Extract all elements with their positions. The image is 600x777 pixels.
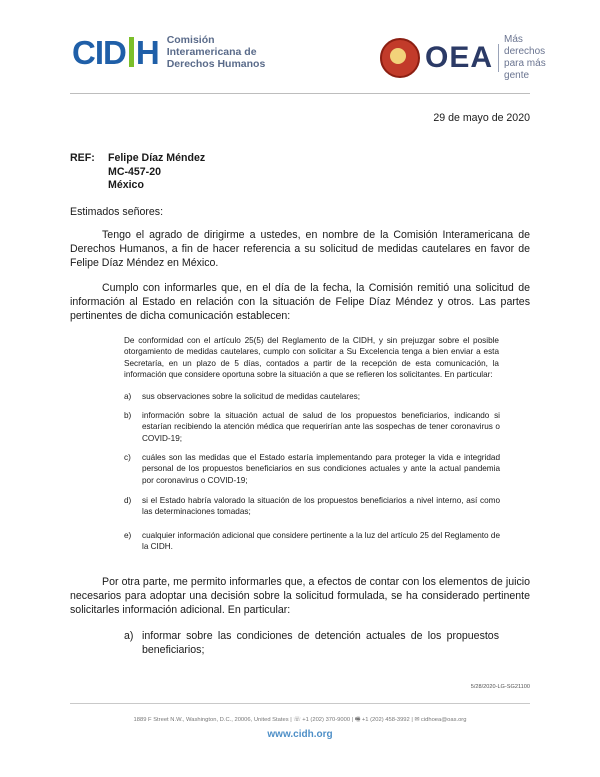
document-reference-code: 5/28/2020-LG-SG21100 — [470, 684, 530, 690]
quote-item-d — [124, 495, 500, 518]
ref-line-country: México — [108, 179, 144, 191]
quote-item-label: b) — [124, 411, 132, 420]
quote-item-text: cuáles son las medidas que el Estado estaría implementando para proteger la vida e integridad personal de los propuestos beneficiarios en sus condiciones actuales y ante la actual pandemia por coronavirus o COVID-19; — [142, 453, 500, 485]
oea-acronym: OEA — [425, 41, 494, 74]
quote-item-text: sus observaciones sobre la solicitud de medidas cautelares; — [142, 392, 360, 401]
footer-address: 1889 F Street N.W., Washington, D.C., 20006, United States | ☏ +1 (202) 370-9000 | 🖷 +1 (202) 458-3992 | ✉ cidhoea@oas.org — [133, 717, 467, 723]
quote-item-c — [124, 452, 500, 486]
quote-item-label: a) — [124, 392, 132, 401]
oea-slogan-line-1: Más derechos — [504, 34, 546, 57]
quote-item-a — [124, 391, 500, 402]
oea-seal-icon — [380, 38, 420, 78]
quote-item-b — [124, 410, 500, 444]
letter-date: 29 de mayo de 2020 — [433, 112, 530, 124]
cidh-name-line-1: Comisión — [166, 34, 215, 46]
cidh-name-line-3: Derechos Humanos — [166, 58, 266, 70]
quote-item-label: e) — [124, 531, 132, 540]
footer-website-link[interactable]: www.cidh.org — [267, 729, 333, 740]
footer-divider — [70, 703, 530, 704]
reference-block — [70, 151, 205, 192]
cidh-name-line-2: Interamericana de — [166, 46, 257, 58]
cidh-acronym-right: H — [135, 33, 159, 71]
quote-item-text: si el Estado habría valorado la situación de los propuestos beneficiarios a nivel interno, así como las determinaciones tomadas; — [142, 496, 500, 517]
quote-item-e — [124, 530, 500, 553]
paragraph-1 — [70, 228, 530, 271]
ref-lines — [108, 151, 205, 192]
salutation: Estimados señores: — [70, 206, 164, 218]
cidh-full-name — [167, 34, 266, 70]
paragraph-3 — [70, 575, 530, 618]
request-item-label: a) — [124, 630, 134, 642]
oea-logo — [380, 34, 564, 82]
quote-intro: De conformidad con el artículo 25(5) del Reglamento de la CIDH, y sin prejuzgar sobre el posible otorgamiento de medidas cautelares, cumplo con solicitar a Su Excelencia tenga a bien enviar a esta Secretaría, en un plazo de 5 días, contados a partir de la recepción de esta comunicación, la información que considere oportuna sobre la situación a que se refieren los solicitantes. En particular: — [124, 336, 499, 379]
paragraph-3-text: Por otra parte, me permito informarles que, a efectos de contar con los elementos de juicio necesarios para adoptar una decisión sobre la solicitud formulada, se ha considerado pertinente solicitarles información adicional. En particular: — [70, 576, 530, 617]
request-item-text: informar sobre las condiciones de detención actuales de los propuestos beneficiarios; — [142, 630, 499, 657]
cidh-acronym-left: CID — [72, 33, 126, 71]
cidh-green-bar — [129, 37, 134, 67]
ref-label: REF: — [70, 152, 95, 164]
quote-item-label: c) — [124, 453, 131, 462]
ref-line-name: Felipe Díaz Méndez — [108, 152, 206, 164]
oea-slogan-line-2: para más gente — [504, 58, 546, 81]
paragraph-2-text: Cumplo con informarles que, en el día de la fecha, la Comisión remitió una solicitud de información al Estado en relación con la situación de Felipe Díaz Méndez y otros. Las partes pertinentes de dicha comunicación establecen: — [70, 282, 530, 323]
ref-line-case: MC-457-20 — [108, 165, 161, 178]
header-divider — [70, 93, 530, 94]
quote-item-text: cualquier información adicional que considere pertinente a la luz del artículo 25 del Reglamento de la CIDH. — [142, 531, 500, 552]
quote-item-label: d) — [124, 496, 132, 505]
oea-slogan — [504, 34, 564, 82]
paragraph-2 — [70, 281, 530, 324]
oea-divider — [498, 44, 499, 72]
cidh-logo — [72, 34, 265, 70]
paragraph-1-text: Tengo el agrado de dirigirme a ustedes, en nombre de la Comisión Interamericana de Derechos Humanos, a fin de hacer referencia a su solicitud de medidas cautelares en favor de Felipe Díaz Méndez en México. — [70, 229, 530, 270]
quote-item-text: información sobre la situación actual de salud de los propuestos beneficiarios, indicando si estarían recibiendo la atención médica que requerirían ante las sospechas de tener coronavirus o COVID-19; — [142, 411, 500, 443]
request-item-a — [124, 629, 499, 657]
